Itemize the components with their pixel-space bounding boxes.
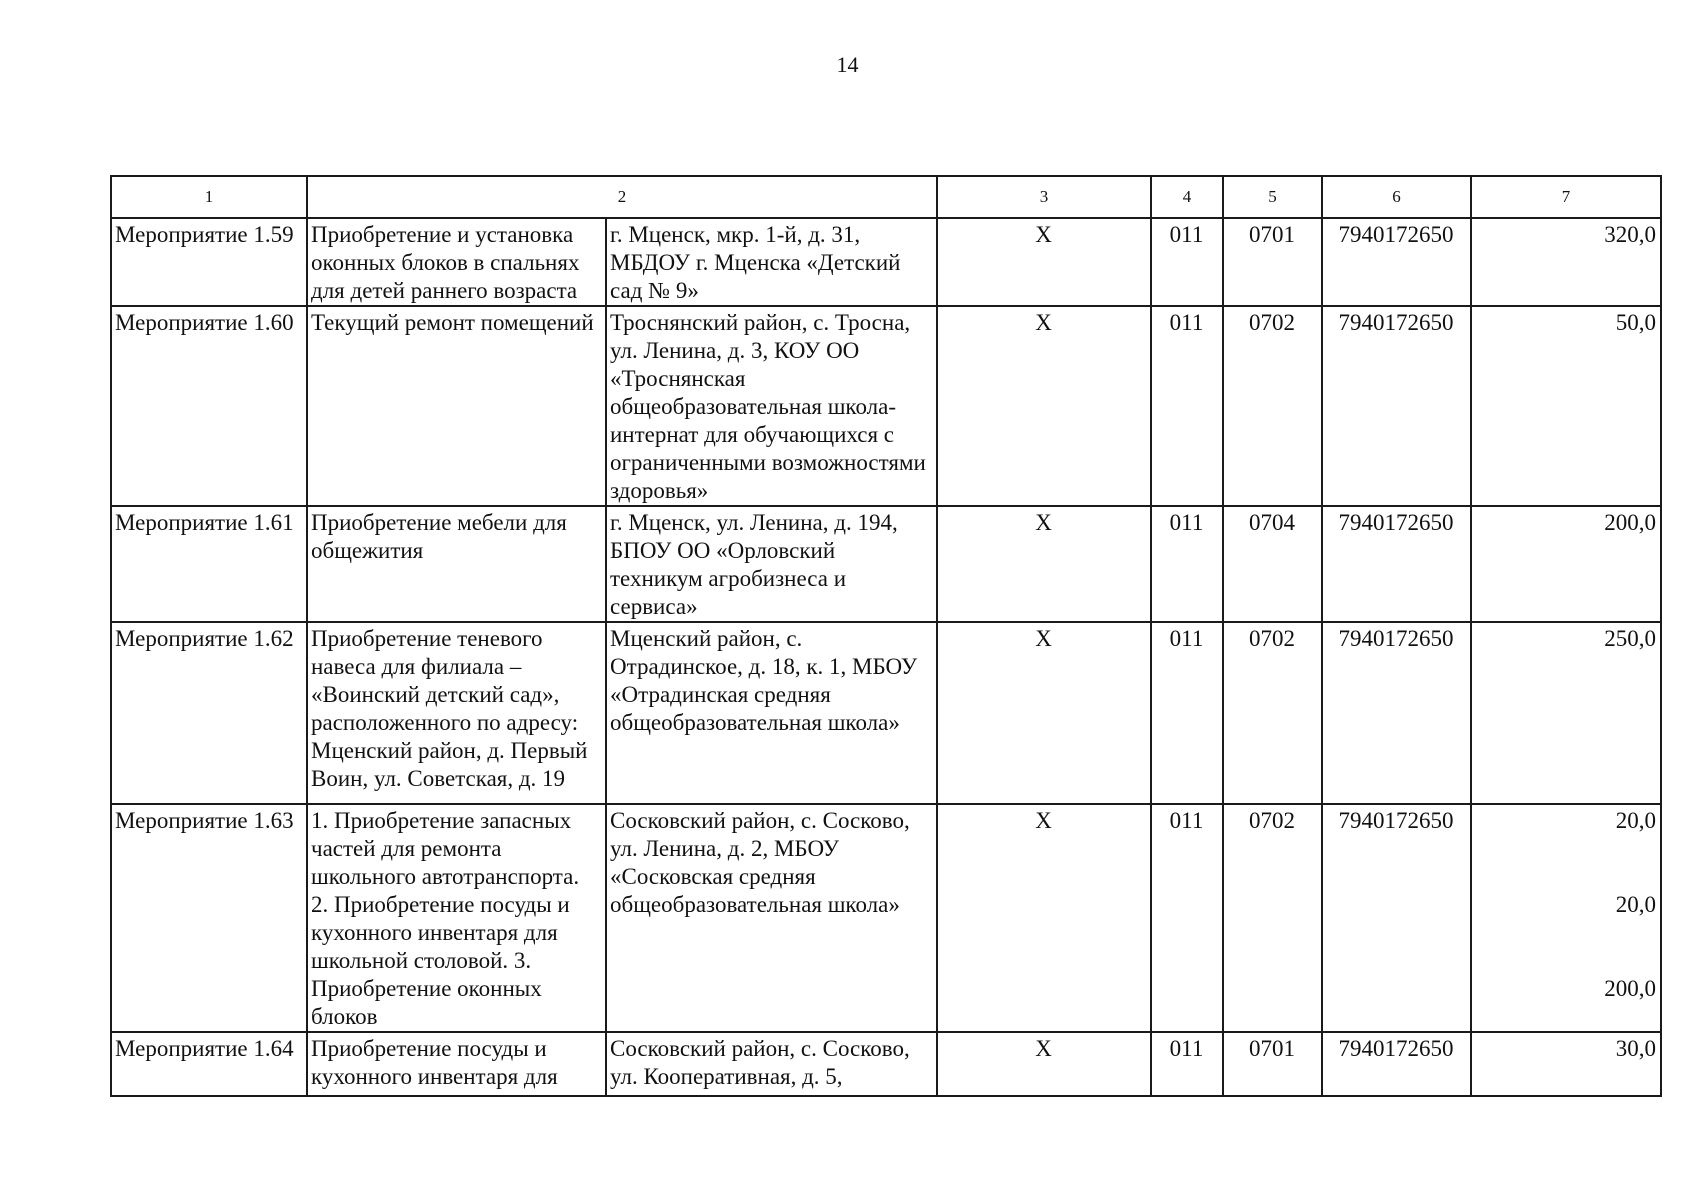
column-header-3: 3 bbox=[937, 176, 1151, 218]
section-cell: 0701 bbox=[1223, 1032, 1322, 1096]
column-header-1: 1 bbox=[111, 176, 307, 218]
location-cell: Сосковский район, с. Сосково, ул. Кооперативная, д. 5, bbox=[606, 1032, 937, 1096]
activity-cell: Мероприятие 1.62 bbox=[111, 622, 307, 804]
description-cell: Приобретение и установка оконных блоков в спальнях для детей раннего возраста bbox=[307, 218, 606, 306]
location-cell: Мценский район, с. Отрадинское, д. 18, к. 1, МБОУ «Отрадинская средняя общеобразовательная школа» bbox=[606, 622, 937, 804]
code-cell: 011 bbox=[1151, 622, 1223, 804]
location-cell: г. Мценск, ул. Ленина, д. 194, БПОУ ОО «Орловский техникум агробизнеса и сервиса» bbox=[606, 506, 937, 622]
table-row bbox=[111, 306, 1661, 506]
section-cell: 0702 bbox=[1223, 804, 1322, 1032]
activity-cell: Мероприятие 1.59 bbox=[111, 218, 307, 306]
amount-cell bbox=[1471, 1032, 1661, 1096]
amount-value: 50,0 bbox=[1615, 310, 1656, 335]
code-cell: 011 bbox=[1151, 1032, 1223, 1096]
code-cell: 011 bbox=[1151, 804, 1223, 1032]
section-cell: 0701 bbox=[1223, 218, 1322, 306]
table-row bbox=[111, 218, 1661, 306]
amount-cell bbox=[1471, 506, 1661, 622]
table-header-row bbox=[111, 176, 1661, 218]
table-body bbox=[111, 218, 1661, 1096]
marker-cell: Х bbox=[937, 218, 1151, 306]
table-row bbox=[111, 622, 1661, 804]
page-number: 14 bbox=[836, 52, 859, 77]
target-code-cell: 7940172650 bbox=[1322, 506, 1471, 622]
target-code-cell: 7940172650 bbox=[1322, 1032, 1471, 1096]
activity-cell: Мероприятие 1.61 bbox=[111, 506, 307, 622]
description-cell: Приобретение теневого навеса для филиала – «Воинский детский сад», расположенного по адресу: Мценский район, д. Первый Воин, ул. Советская, д. 19 bbox=[307, 622, 606, 804]
activity-cell: Мероприятие 1.64 bbox=[111, 1032, 307, 1096]
marker-cell: Х bbox=[937, 804, 1151, 1032]
description-cell: 1. Приобретение запасных частей для ремонта школьного автотранспорта. 2. Приобретение посуды и кухонного инвентаря для школьной столовой. 3. Приобретение оконных блоков bbox=[307, 804, 606, 1032]
target-code-cell: 7940172650 bbox=[1322, 804, 1471, 1032]
table-row bbox=[111, 804, 1661, 1032]
code-cell: 011 bbox=[1151, 306, 1223, 506]
code-cell: 011 bbox=[1151, 218, 1223, 306]
location-cell: г. Мценск, мкр. 1-й, д. 31, МБДОУ г. Мценска «Детский сад № 9» bbox=[606, 218, 937, 306]
description-cell: Текущий ремонт помещений bbox=[307, 306, 606, 506]
code-cell: 011 bbox=[1151, 506, 1223, 622]
amount-value: 200,0 bbox=[1604, 976, 1656, 1001]
section-cell: 0702 bbox=[1223, 622, 1322, 804]
column-header-5: 5 bbox=[1223, 176, 1322, 218]
amount-cell bbox=[1471, 622, 1661, 804]
amount-value: 20,0 bbox=[1615, 808, 1656, 833]
column-header-6: 6 bbox=[1322, 176, 1471, 218]
description-cell: Приобретение посуды и кухонного инвентаря для bbox=[307, 1032, 606, 1096]
table-row bbox=[111, 506, 1661, 622]
amount-value: 20,0 bbox=[1615, 892, 1656, 917]
amount-cell bbox=[1471, 804, 1661, 1032]
marker-cell: Х bbox=[937, 506, 1151, 622]
section-cell: 0704 bbox=[1223, 506, 1322, 622]
location-cell: Сосковский район, с. Сосково, ул. Ленина, д. 2, МБОУ «Сосковская средняя общеобразовательная школа» bbox=[606, 804, 937, 1032]
column-header-7: 7 bbox=[1471, 176, 1661, 218]
activities-table bbox=[110, 175, 1662, 1097]
column-header-4: 4 bbox=[1151, 176, 1223, 218]
target-code-cell: 7940172650 bbox=[1322, 218, 1471, 306]
location-cell: Троснянский район, с. Тросна, ул. Ленина, д. 3, КОУ ОО «Троснянская общеобразовательная школа-интернат для обучающихся с ограниченными возможностями здоровья» bbox=[606, 306, 937, 506]
amount-value: 200,0 bbox=[1604, 510, 1656, 535]
amount-value: 320,0 bbox=[1604, 222, 1656, 247]
section-cell: 0702 bbox=[1223, 306, 1322, 506]
marker-cell: Х bbox=[937, 1032, 1151, 1096]
description-cell: Приобретение мебели для общежития bbox=[307, 506, 606, 622]
amount-cell bbox=[1471, 306, 1661, 506]
activity-cell: Мероприятие 1.60 bbox=[111, 306, 307, 506]
amount-value: 30,0 bbox=[1615, 1036, 1656, 1061]
marker-cell: Х bbox=[937, 622, 1151, 804]
marker-cell: Х bbox=[937, 306, 1151, 506]
amount-cell bbox=[1471, 218, 1661, 306]
column-header-2: 2 bbox=[307, 176, 937, 218]
table-row bbox=[111, 1032, 1661, 1096]
target-code-cell: 7940172650 bbox=[1322, 306, 1471, 506]
amount-value: 250,0 bbox=[1604, 626, 1656, 651]
activity-cell: Мероприятие 1.63 bbox=[111, 804, 307, 1032]
target-code-cell: 7940172650 bbox=[1322, 622, 1471, 804]
